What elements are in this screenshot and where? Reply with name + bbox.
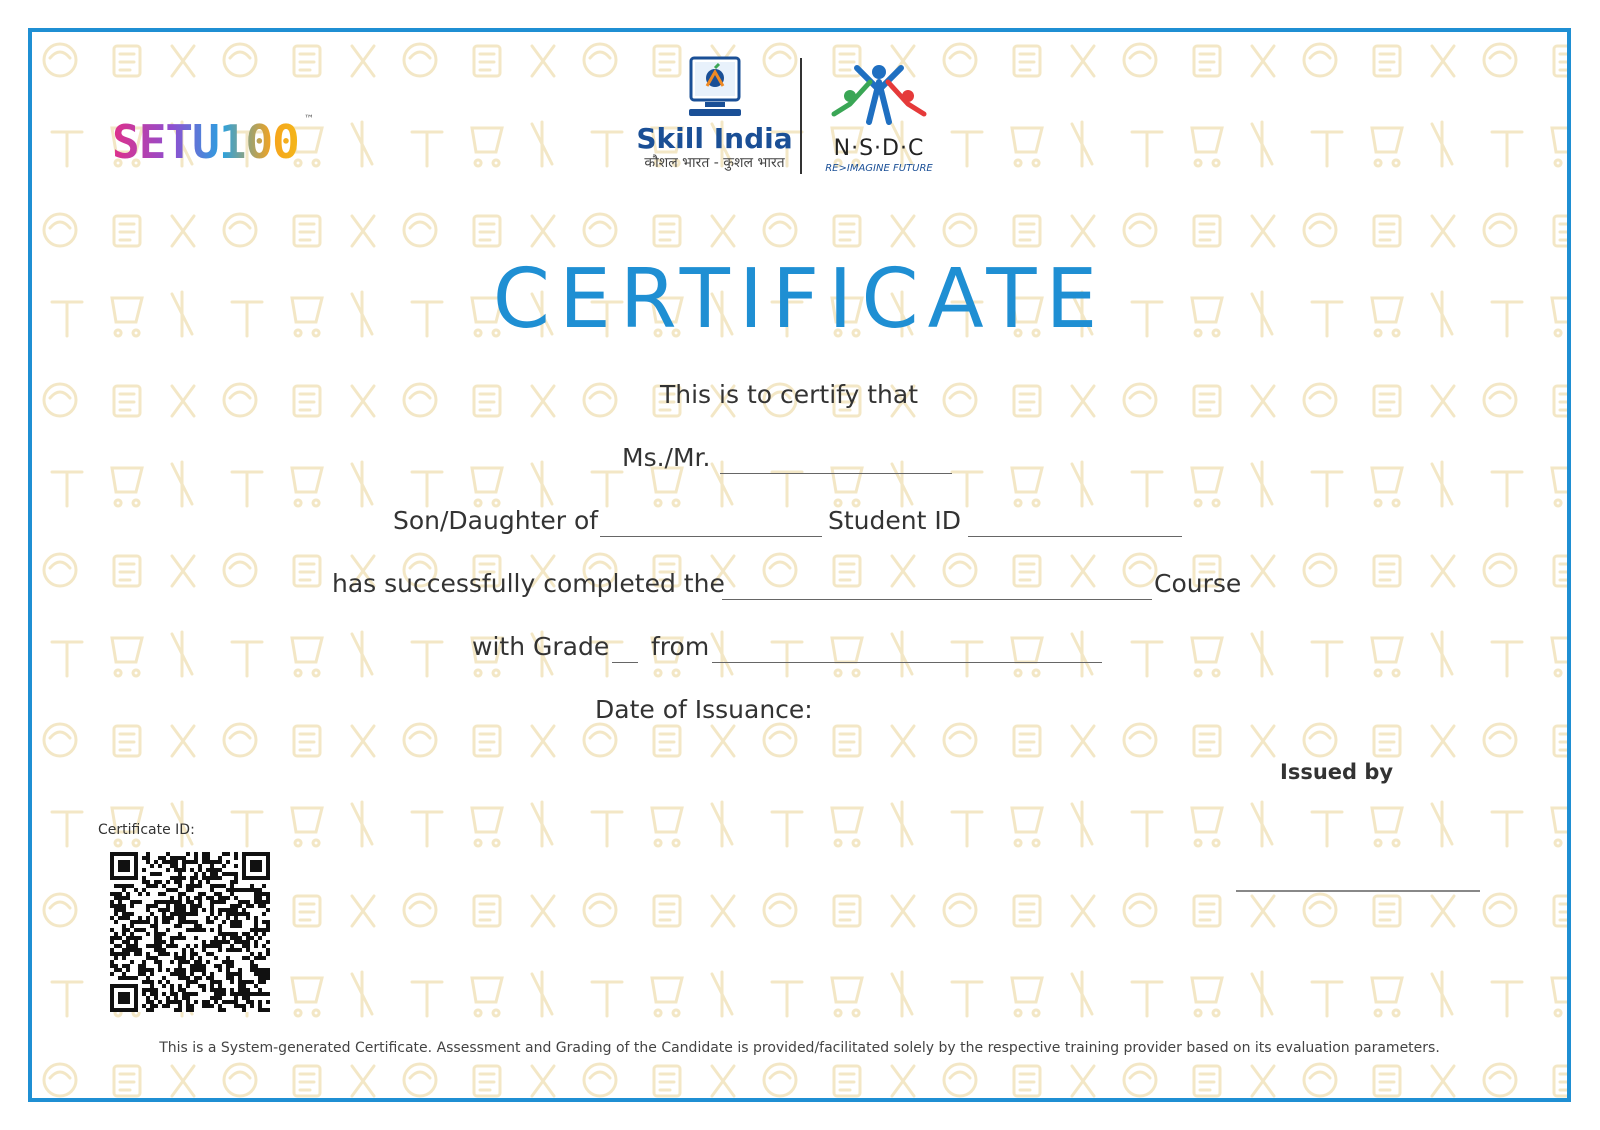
skill-india-logo bbox=[632, 56, 797, 196]
footer-disclaimer: This is a System-generated Certificate. Assessment and Grading of the Candidate is provided/facilitated solely by the respective training provider based on its evaluation parameters. bbox=[159, 1040, 1440, 1056]
skill-india-subtitle: कौशल भारत - कुशल भारत bbox=[644, 155, 785, 171]
nsdc-title: N·S·D·C bbox=[833, 136, 925, 161]
qr-code bbox=[110, 852, 270, 1012]
course-prefix: has successfully completed the bbox=[332, 569, 725, 598]
date-label: Date of Issuance: bbox=[595, 695, 813, 724]
signature-line bbox=[1236, 890, 1480, 892]
logo-divider bbox=[800, 58, 802, 174]
certify-line: This is to certify that bbox=[660, 380, 919, 409]
computer-icon bbox=[685, 56, 745, 118]
grade-blank bbox=[612, 662, 638, 663]
nsdc-tagline: RE>IMAGINE FUTURE bbox=[825, 163, 933, 174]
setu-logo-text: SETU100 bbox=[112, 114, 312, 170]
nsdc-logo bbox=[809, 60, 949, 180]
name-label: Ms./Mr. bbox=[622, 443, 711, 472]
certificate-frame bbox=[28, 28, 1571, 1102]
trademark-mark: ™ bbox=[304, 114, 314, 125]
certificate-title: CERTIFICATE bbox=[492, 252, 1107, 347]
parent-blank bbox=[600, 536, 822, 537]
institution-blank bbox=[712, 662, 1102, 663]
parent-label: Son/Daughter of bbox=[393, 506, 599, 535]
certificate-id-label: Certificate ID: bbox=[98, 822, 195, 838]
grade-label: with Grade bbox=[472, 632, 610, 661]
setu-logo bbox=[112, 114, 312, 184]
student-id-label: Student ID bbox=[828, 506, 961, 535]
people-icon bbox=[824, 60, 934, 132]
from-label: from bbox=[651, 632, 710, 661]
issued-by-label: Issued by bbox=[1280, 760, 1394, 784]
name-blank bbox=[720, 473, 952, 474]
student-id-blank bbox=[968, 536, 1182, 537]
course-blank bbox=[722, 599, 1152, 600]
course-suffix: Course bbox=[1154, 569, 1242, 598]
skill-india-title: Skill India bbox=[636, 122, 793, 155]
